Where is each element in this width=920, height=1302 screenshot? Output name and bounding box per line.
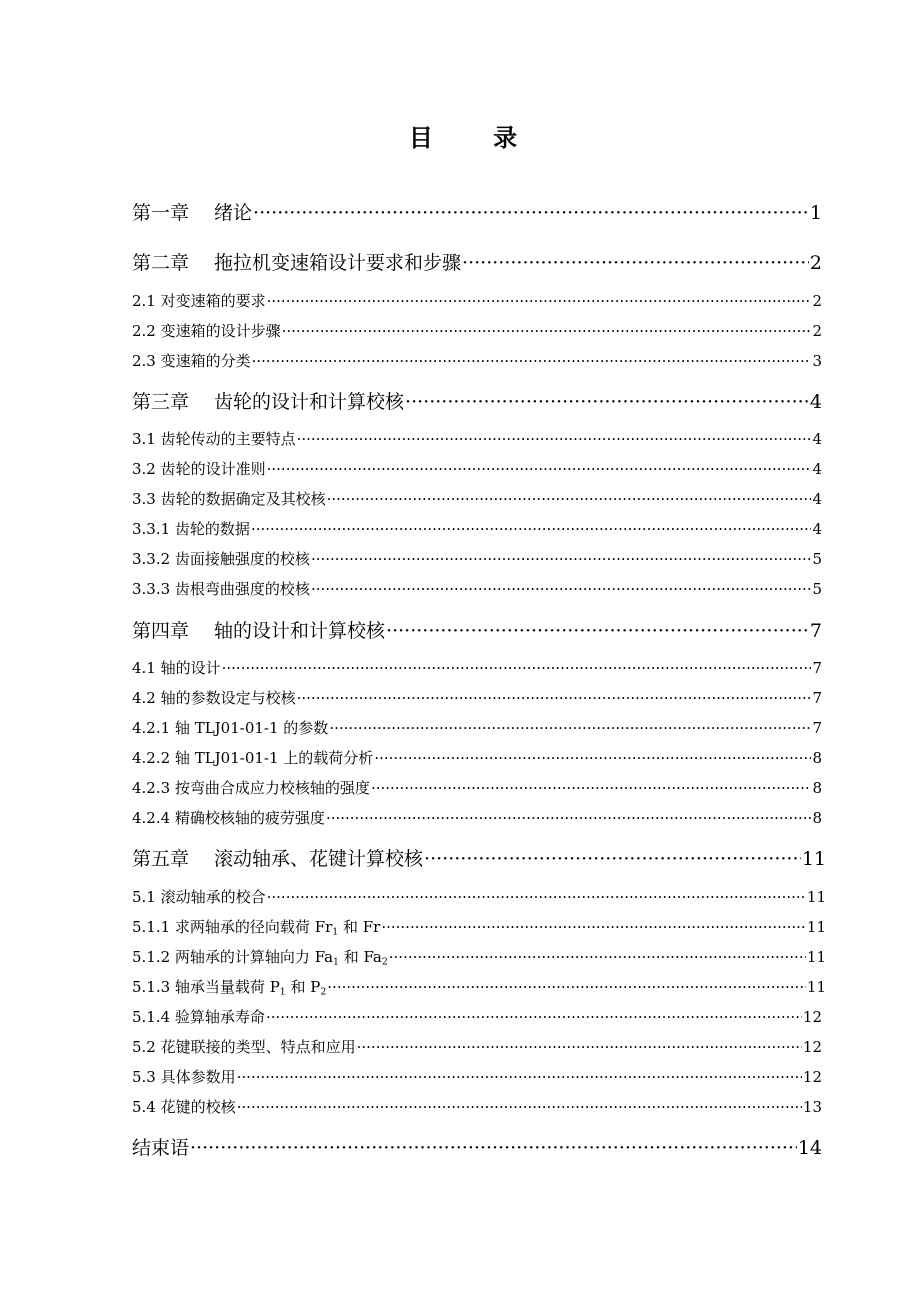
toc-section-entry[interactable] bbox=[132, 548, 822, 570]
toc-page-number: 4 bbox=[812, 430, 822, 448]
toc-dot-leader bbox=[374, 747, 811, 769]
toc-entry-label: 2.3 变速箱的分类 bbox=[132, 352, 251, 370]
toc-dot-leader bbox=[252, 350, 812, 372]
toc-entry-label: 第一章 绪论 bbox=[132, 202, 253, 224]
page-title: 目 录 bbox=[408, 124, 544, 152]
toc-entry-label: 3.1 齿轮传动的主要特点 bbox=[132, 430, 296, 448]
toc-page-number: 7 bbox=[812, 689, 822, 707]
toc-page-number: 7 bbox=[812, 719, 822, 737]
toc-entry-label: 3.3.1 齿轮的数据 bbox=[132, 520, 250, 538]
toc-page-number: 3 bbox=[812, 352, 822, 370]
toc-section-entry[interactable] bbox=[132, 458, 822, 480]
toc-entry-label: 结束语 bbox=[132, 1137, 190, 1159]
toc-entry-label: 5.1.3 轴承当量载荷 $P_1$ 和 $P_2$ bbox=[132, 978, 327, 998]
toc-dot-leader bbox=[389, 946, 806, 968]
toc-entry-label: 4.2.4 精确校核轴的疲劳强度 bbox=[132, 809, 325, 827]
toc-dot-leader bbox=[297, 428, 812, 450]
toc-entry-label: 3.2 齿轮的设计准则 bbox=[132, 460, 266, 478]
toc-dot-leader bbox=[405, 389, 809, 415]
toc-dot-leader bbox=[326, 807, 812, 829]
toc-dot-leader bbox=[329, 717, 811, 739]
toc-section-entry[interactable] bbox=[132, 976, 826, 998]
toc-page-number: 11 bbox=[801, 848, 826, 870]
toc-page-number: 13 bbox=[802, 1098, 822, 1116]
toc-entry-label: 2.2 变速箱的设计步骤 bbox=[132, 322, 281, 340]
toc-chapter-entry[interactable] bbox=[132, 618, 822, 644]
toc-section-entry[interactable] bbox=[132, 807, 822, 829]
toc-entry-label: 第三章 齿轮的设计和计算校核 bbox=[132, 391, 405, 413]
toc-page-number: 4 bbox=[809, 391, 822, 413]
toc-section-entry[interactable] bbox=[132, 488, 822, 510]
toc-section-entry[interactable] bbox=[132, 687, 822, 709]
toc-dot-leader bbox=[327, 488, 812, 510]
toc-dot-leader bbox=[297, 687, 812, 709]
toc-dot-leader bbox=[267, 458, 812, 480]
toc-page-number: 2 bbox=[812, 322, 822, 340]
toc-dot-leader bbox=[386, 618, 809, 644]
toc-page-number: 11 bbox=[806, 978, 826, 996]
toc-page-number: 5 bbox=[812, 550, 822, 568]
toc-page-number: 12 bbox=[802, 1038, 822, 1056]
toc-entry-label: 4.2 轴的参数设定与校核 bbox=[132, 689, 296, 707]
toc-section-entry[interactable] bbox=[132, 290, 822, 312]
toc-page-number: 8 bbox=[812, 749, 822, 767]
toc-section-entry[interactable] bbox=[132, 657, 822, 679]
toc-entry-label: 2.1 对变速箱的要求 bbox=[132, 292, 266, 310]
toc-entry-label: 5.1 滚动轴承的校合 bbox=[132, 888, 266, 906]
toc-dot-leader bbox=[237, 1066, 802, 1088]
toc-page-number: 7 bbox=[812, 659, 822, 677]
toc-page-number: 12 bbox=[802, 1008, 822, 1026]
toc-page-number: 11 bbox=[806, 948, 826, 966]
toc-page-number: 2 bbox=[809, 252, 822, 274]
toc-entry-label: 5.1.2 两轴承的计算轴向力 $Fa_1$ 和 $Fa_2$ bbox=[132, 948, 388, 968]
toc-section-entry[interactable] bbox=[132, 428, 822, 450]
toc-dot-leader bbox=[237, 1096, 802, 1118]
toc-page-number: 14 bbox=[797, 1137, 822, 1159]
toc-section-entry[interactable] bbox=[132, 1036, 822, 1058]
toc-dot-leader bbox=[311, 548, 812, 570]
toc-dot-leader bbox=[462, 250, 809, 276]
toc-section-entry[interactable] bbox=[132, 578, 822, 600]
toc-entry-label: 4.1 轴的设计 bbox=[132, 659, 221, 677]
toc-page-number: 12 bbox=[802, 1068, 822, 1086]
toc-chapter-entry[interactable] bbox=[132, 846, 826, 872]
toc-entry-label: 5.1.4 验算轴承寿命 bbox=[132, 1008, 265, 1026]
toc-entry-label: 5.1.1 求两轴承的径向载荷 $Fr_1$ 和 Fr bbox=[132, 918, 381, 938]
toc-dot-leader bbox=[267, 886, 806, 908]
toc-page-number: 4 bbox=[812, 490, 822, 508]
toc-dot-leader bbox=[311, 578, 812, 600]
toc-entry-label: 第二章 拖拉机变速箱设计要求和步骤 bbox=[132, 252, 462, 274]
toc-chapter-entry[interactable] bbox=[132, 389, 822, 415]
toc-entry-label: 第四章 轴的设计和计算校核 bbox=[132, 620, 386, 642]
toc-chapter-entry[interactable] bbox=[132, 200, 822, 226]
toc-dot-leader bbox=[253, 200, 809, 226]
toc-dot-leader bbox=[371, 777, 812, 799]
toc-entry-label: 4.2.1 轴 TLJ01-01-1 的参数 bbox=[132, 719, 329, 737]
toc-entry-label: 4.2.2 轴 TLJ01-01-1 上的载荷分析 bbox=[132, 749, 374, 767]
toc-entry-label: 3.3.2 齿面接触强度的校核 bbox=[132, 550, 310, 568]
toc-section-entry[interactable] bbox=[132, 747, 822, 769]
toc-section-entry[interactable] bbox=[132, 350, 822, 372]
toc-section-entry[interactable] bbox=[132, 1006, 822, 1028]
toc-section-entry[interactable] bbox=[132, 320, 822, 342]
toc-page-number: 8 bbox=[812, 809, 822, 827]
toc-entry-label: 5.4 花键的校核 bbox=[132, 1098, 236, 1116]
toc-entry-label: 4.2.3 按弯曲合成应力校核轴的强度 bbox=[132, 779, 370, 797]
toc-dot-leader bbox=[190, 1135, 797, 1161]
toc-page-number: 5 bbox=[812, 580, 822, 598]
toc-dot-leader bbox=[327, 976, 806, 998]
toc-dot-leader bbox=[251, 518, 812, 540]
toc-section-entry[interactable] bbox=[132, 916, 826, 938]
toc-entry-label: 3.3.3 齿根弯曲强度的校核 bbox=[132, 580, 310, 598]
toc-dot-leader bbox=[424, 846, 801, 872]
toc-entry-label: 3.3 齿轮的数据确定及其校核 bbox=[132, 490, 326, 508]
toc-dot-leader bbox=[266, 1006, 802, 1028]
toc-dot-leader bbox=[381, 916, 806, 938]
toc-entry-label: 5.2 花键联接的类型、特点和应用 bbox=[132, 1038, 356, 1056]
toc-section-entry[interactable] bbox=[132, 1066, 822, 1088]
toc-page-number: 4 bbox=[812, 520, 822, 538]
toc-page-number: 11 bbox=[806, 888, 826, 906]
toc-section-entry[interactable] bbox=[132, 886, 826, 908]
toc-dot-leader bbox=[267, 290, 812, 312]
toc-page-number: 11 bbox=[806, 918, 826, 936]
toc-chapter-entry[interactable] bbox=[132, 250, 822, 276]
toc-section-entry[interactable] bbox=[132, 946, 826, 968]
toc-dot-leader bbox=[282, 320, 812, 342]
toc-section-entry[interactable] bbox=[132, 518, 822, 540]
toc-page-number: 4 bbox=[812, 460, 822, 478]
toc-entry-label: 5.3 具体参数用 bbox=[132, 1068, 236, 1086]
toc-page-number: 1 bbox=[809, 202, 822, 224]
toc-section-entry[interactable] bbox=[132, 717, 822, 739]
toc-entry-label: 第五章 滚动轴承、花键计算校核 bbox=[132, 848, 424, 870]
toc-page-number: 8 bbox=[812, 779, 822, 797]
toc-section-entry[interactable] bbox=[132, 1096, 822, 1118]
toc-page-number: 7 bbox=[809, 620, 822, 642]
toc-section-entry[interactable] bbox=[132, 777, 822, 799]
toc-dot-leader bbox=[357, 1036, 802, 1058]
toc-page-number: 2 bbox=[812, 292, 822, 310]
toc-chapter-entry[interactable] bbox=[132, 1135, 822, 1161]
toc-dot-leader bbox=[222, 657, 812, 679]
